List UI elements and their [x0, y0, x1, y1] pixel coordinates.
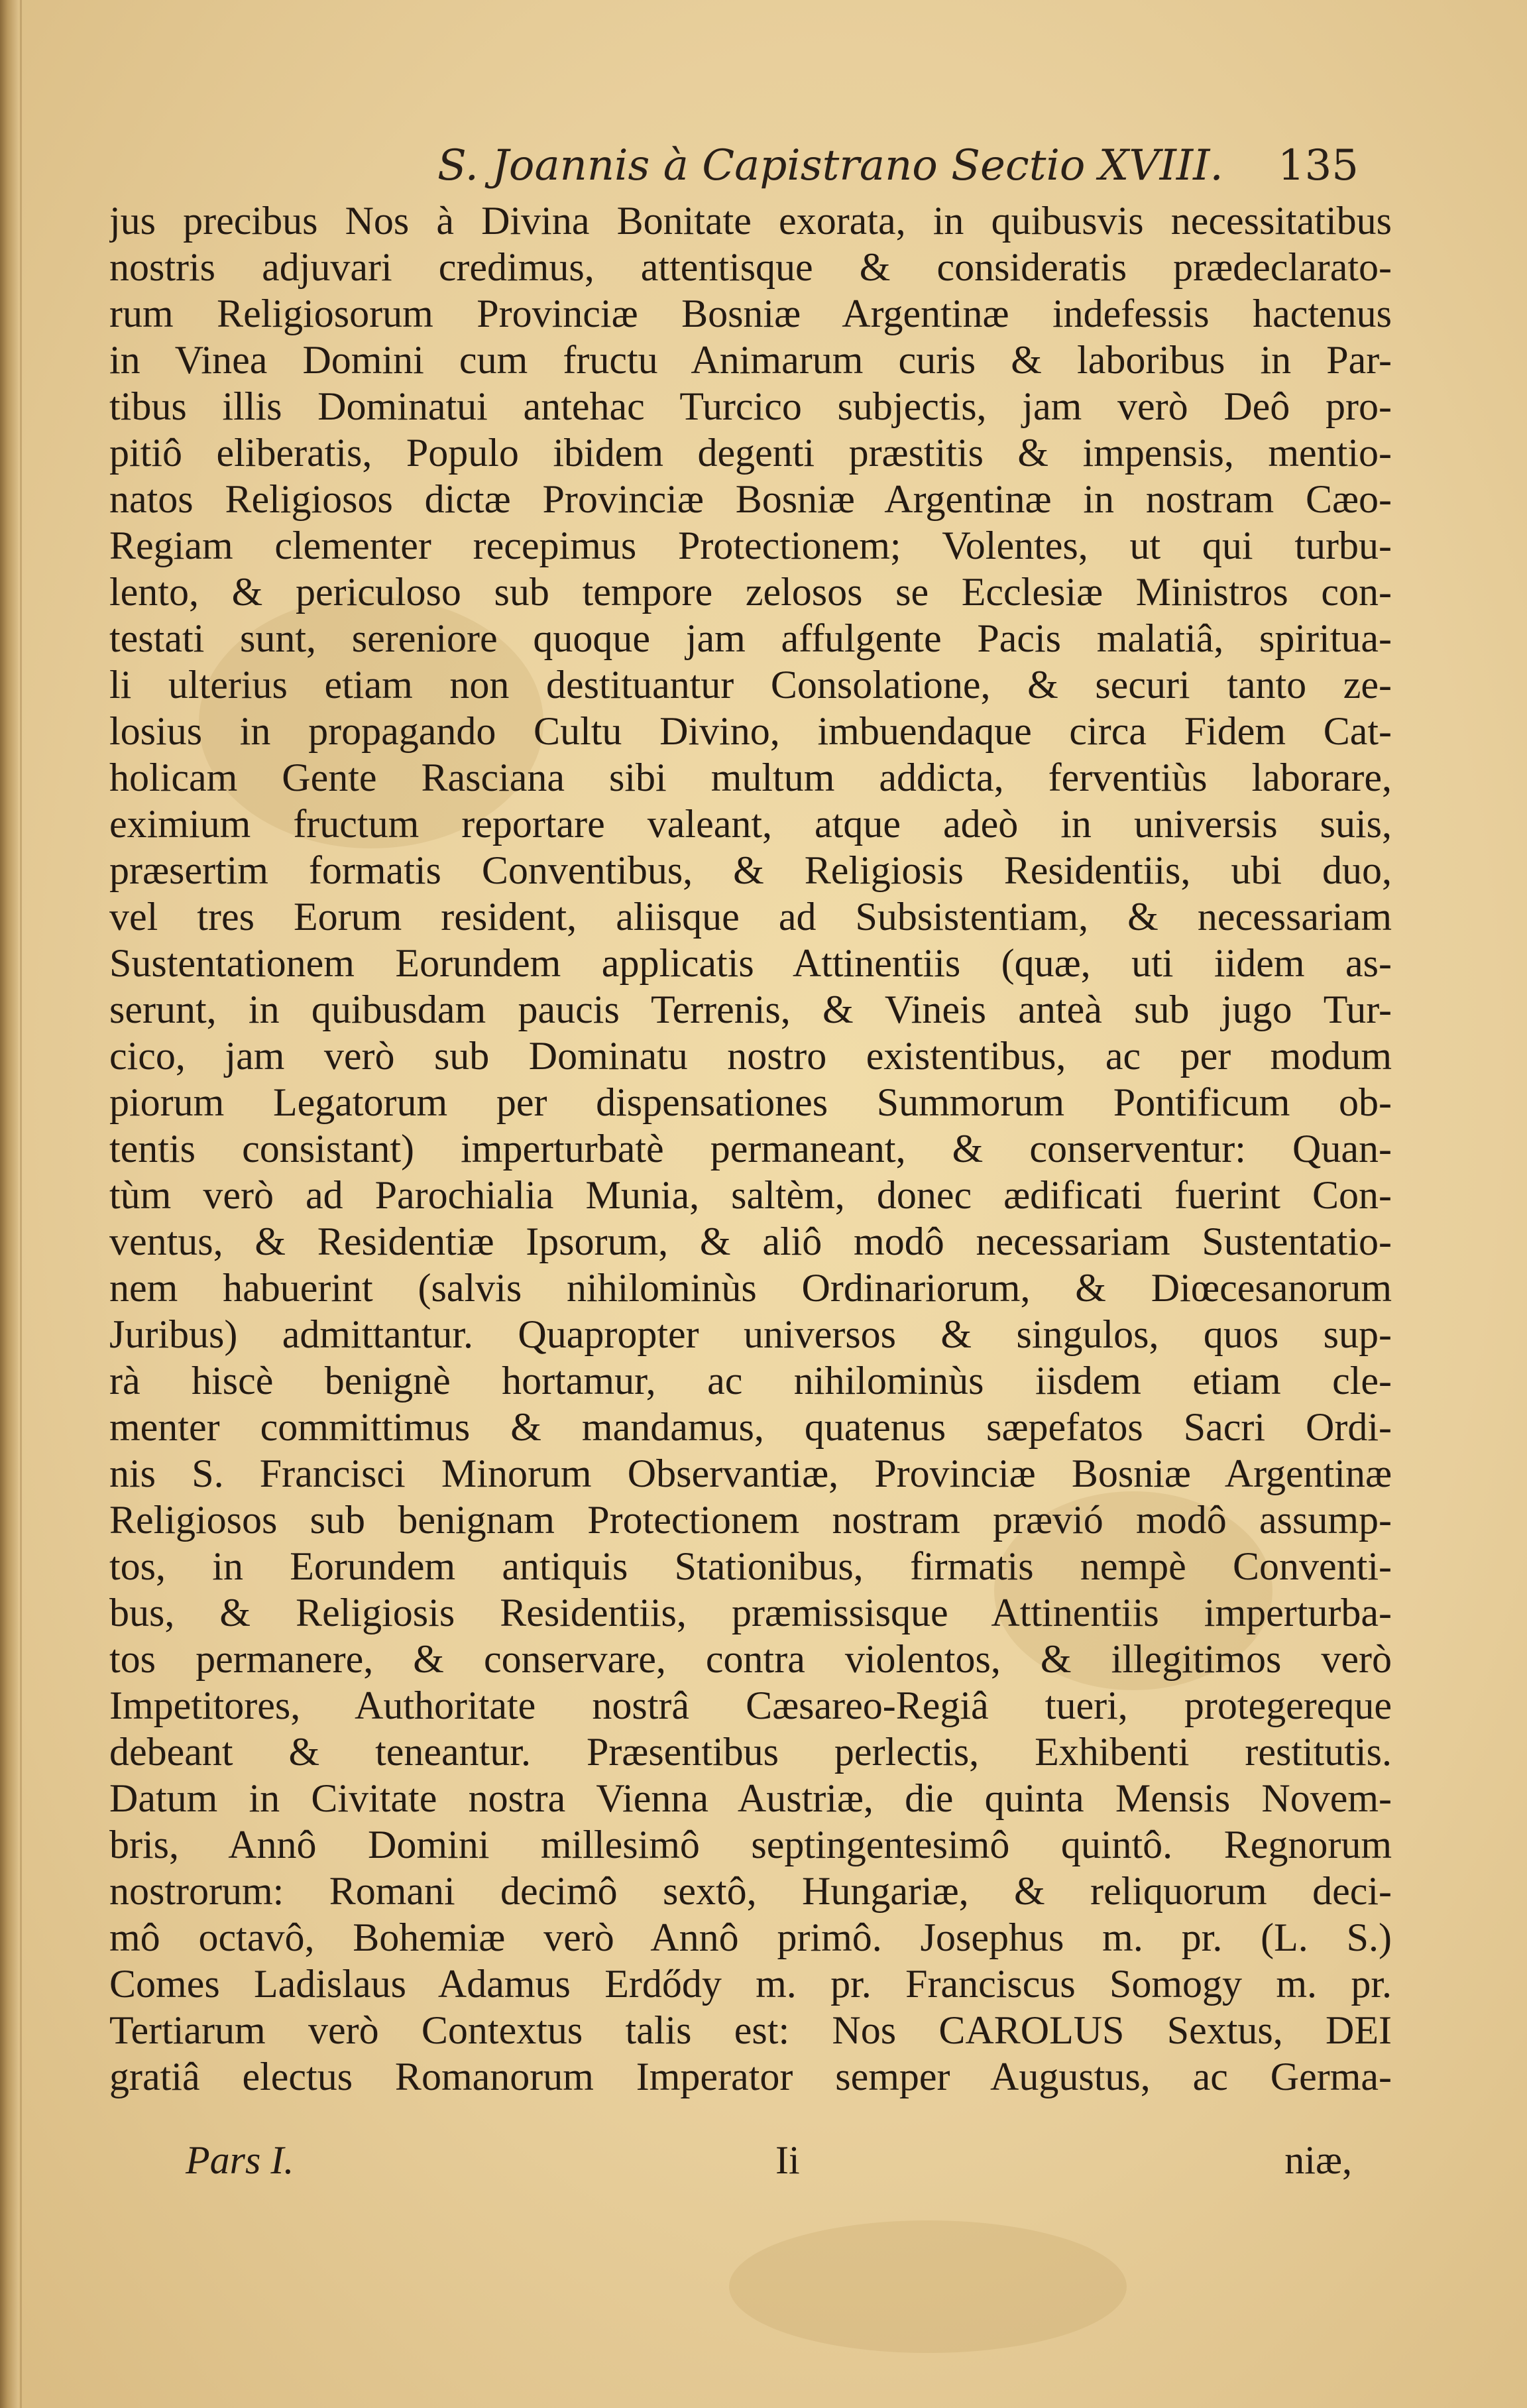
- text-line: Juribus) admittantur. Quapropter universos & singulos, quos sup-: [109, 1312, 1392, 1356]
- text-line: bris, Annô Domini millesimô septingentesimô quintô. Regnorum: [109, 1823, 1392, 1866]
- text-line: rà hiscè benignè hortamur, ac nihilominùs iisdem etiam cle-: [109, 1359, 1392, 1403]
- text-line: pitiô eliberatis, Populo ibidem degenti præstitis & impensis, mentio-: [109, 431, 1392, 475]
- text-line: nis S. Francisci Minorum Observantiæ, Provinciæ Bosniæ Argentinæ: [109, 1452, 1392, 1495]
- text-line: tibus illis Dominatui antehac Turcico subjectis, jam verò Deô pro-: [109, 384, 1392, 428]
- catchword: niæ,: [1284, 2138, 1352, 2182]
- text-line: mô octavô, Bohemiæ verò Annô primô. Josephus m. pr. (L. S.): [109, 1916, 1392, 1959]
- text-line: rum Religiosorum Provinciæ Bosniæ Argentinæ indefessis hactenus: [109, 292, 1392, 335]
- text-line: in Vinea Domini cum fructu Animarum curis & laboribus in Par-: [109, 338, 1392, 382]
- text-line: ventus, & Residentiæ Ipsorum, & aliô modô necessariam Sustentatio-: [109, 1220, 1392, 1263]
- text-line: cico, jam verò sub Dominatu nostro existentibus, ac per modum: [109, 1034, 1392, 1078]
- page-footer: [179, 2138, 1352, 2191]
- text-line: serunt, in quibusdam paucis Terrenis, & Vineis anteà sub jugo Tur-: [109, 988, 1392, 1031]
- text-line: eximium fructum reportare valeant, atque adeò in universis suis,: [109, 802, 1392, 846]
- text-line: tos permanere, & conservare, contra violentos, & illegitimos verò: [109, 1637, 1392, 1681]
- text-line: lento, & periculoso sub tempore zelosos se Ecclesiæ Ministros con-: [109, 570, 1392, 614]
- page-gutter: [0, 0, 19, 2408]
- running-head: [113, 129, 1372, 202]
- text-line: menter committimus & mandamus, quatenus sæpefatos Sacri Ordi-: [109, 1405, 1392, 1449]
- text-line: jus precibus Nos à Divina Bonitate exorata, in quibusvis necessitatibus: [109, 199, 1392, 243]
- text-line: tos, in Eorundem antiquis Stationibus, firmatis nempè Conventi-: [109, 1544, 1392, 1588]
- text-line: præsertim formatis Conventibus, & Religiosis Residentiis, ubi duo,: [109, 848, 1392, 892]
- body-text: [109, 198, 1392, 2100]
- text-line: Sustentationem Eorundem applicatis Attinentiis (quæ, uti iidem as-: [109, 941, 1392, 985]
- text-line: vel tres Eorum resident, aliisque ad Subsistentiam, & necessariam: [109, 895, 1392, 939]
- part-marker: Pars I.: [186, 2138, 294, 2182]
- text-line: tentis consistant) imperturbatè permaneant, & conserventur: Quan-: [109, 1127, 1392, 1171]
- text-line: nostrorum: Romani decimô sextô, Hungariæ, & reliquorum deci-: [109, 1869, 1392, 1913]
- page-number: 135: [1277, 141, 1359, 190]
- paper-stain: [729, 2220, 1127, 2353]
- text-line: natos Religiosos dictæ Provinciæ Bosniæ Argentinæ in nostram Cæo-: [109, 477, 1392, 521]
- text-line: bus, & Religiosis Residentiis, præmissisque Attinentiis imperturba-: [109, 1591, 1392, 1634]
- text-line: Impetitores, Authoritate nostrâ Cæsareo-Regiâ tueri, protegereque: [109, 1684, 1392, 1727]
- text-line: Datum in Civitate nostra Vienna Austriæ, die quinta Mensis Novem-: [109, 1776, 1392, 1820]
- text-line: nostris adjuvari credimus, attentisque & consideratis prædeclarato-: [109, 245, 1392, 289]
- text-line: holicam Gente Rasciana sibi multum addicta, ferventiùs laborare,: [109, 756, 1392, 799]
- text-line: gratiâ electus Romanorum Imperator semper Augustus, ac Germa-: [109, 2055, 1392, 2098]
- text-line: debeant & teneantur. Præsentibus perlectis, Exhibenti restitutis.: [109, 1730, 1392, 1774]
- text-line: Comes Ladislaus Adamus Erdődy m. pr. Franciscus Somogy m. pr.: [109, 1962, 1392, 2006]
- signature-mark: Ii: [775, 2138, 800, 2182]
- text-line: Religiosos sub benignam Protectionem nostram prævió modô assump-: [109, 1498, 1392, 1542]
- text-line: nem habuerint (salvis nihilominùs Ordinariorum, & Diœcesanorum: [109, 1266, 1392, 1310]
- text-line: Regiam clementer recepimus Protectionem; Volentes, ut qui turbu-: [109, 524, 1392, 567]
- running-head-title: S. Joannis à Capistrano Sectio XVIII.: [437, 141, 1223, 190]
- text-line: testati sunt, sereniore quoque jam affulgente Pacis malatiâ, spiritua-: [109, 616, 1392, 660]
- text-line: losius in propagando Cultu Divino, imbuendaque circa Fidem Cat-: [109, 709, 1392, 753]
- text-line: li ulterius etiam non destituantur Consolatione, & securi tanto ze-: [109, 663, 1392, 707]
- binding-fold: [20, 0, 22, 2408]
- text-line: tùm verò ad Parochialia Munia, saltèm, donec ædificati fuerint Con-: [109, 1173, 1392, 1217]
- text-line: piorum Legatorum per dispensationes Summorum Pontificum ob-: [109, 1080, 1392, 1124]
- text-line: Tertiarum verò Contextus talis est: Nos CAROLUS Sextus, DEI: [109, 2008, 1392, 2052]
